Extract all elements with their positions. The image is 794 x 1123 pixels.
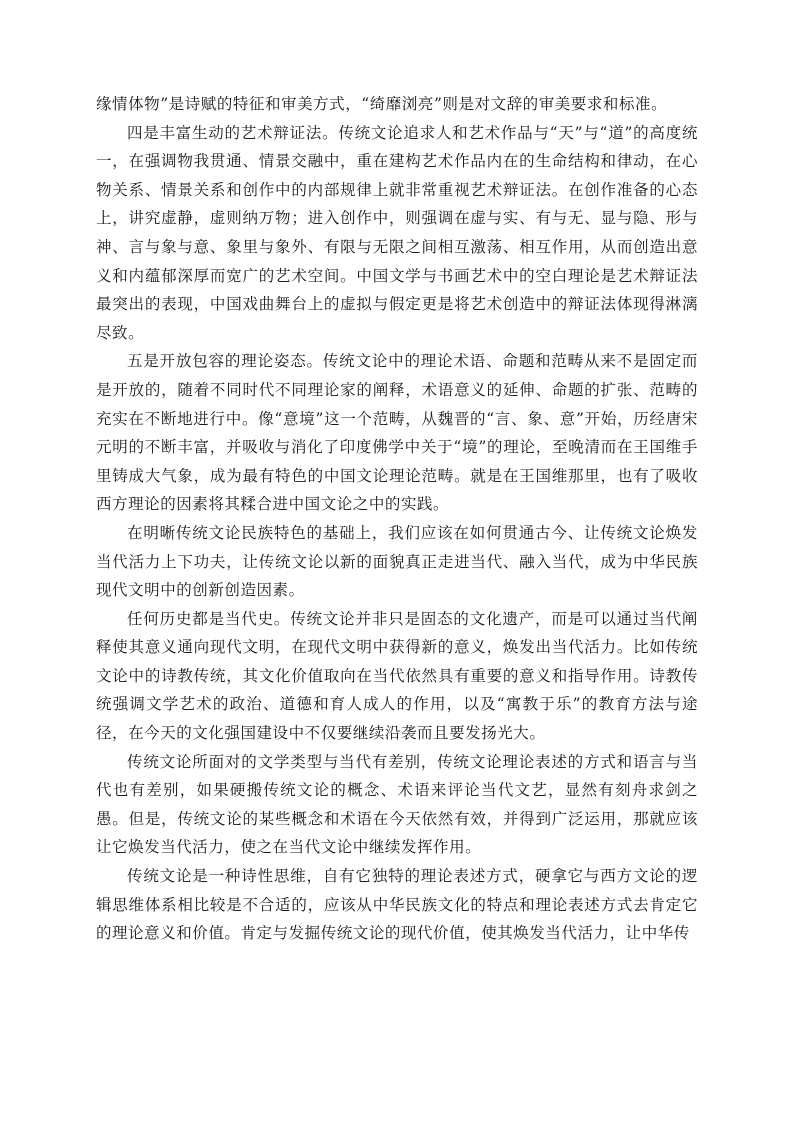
- paragraph-modern-vitality: 在明晰传统文论民族特色的基础上，我们应该在如何贯通古今、让传统文论焕发当代活力上下功夫，让传统文论以新的面貌真正走进当代、融入当代，成为中华民族现代文明中的创新创造因素。: [96, 523, 698, 600]
- paragraph-differences: 传统文论所面对的文学类型与当代有差别，传统文论理论表述的方式和语言与当代也有差别，如果硬搬传统文论的概念、术语来评论当代文艺，显然有刻舟求剑之愚。但是，传统文论的某些概念和术语在今天依然有效，并得到广泛运用，那就应该让它焕发当代活力，使之在当代文论中继续发挥作用。: [96, 752, 698, 857]
- paragraph-contemporary-history: 任何历史都是当代史。传统文论并非只是固态的文化遗产，而是可以通过当代阐释使其意义通向现代文明，在现代文明中获得新的意义，焕发出当代活力。比如传统文论中的诗教传统，其文化价值取向在当代依然具有重要的意义和指导作用。诗教传统强调文学艺术的政治、道德和育人成人的作用，以及“寓教于乐”的教育方法与途径，在今天的文化强国建设中不仅要继续沿袭而且要发扬光大。: [96, 609, 698, 743]
- document-body: [96, 90, 698, 948]
- paragraph-continuation: 缘情体物”是诗赋的特征和审美方式，“绮靡浏亮”则是对文辞的审美要求和标准。: [96, 95, 668, 113]
- paragraph-artistic-dialectics: 四是丰富生动的艺术辩证法。传统文论追求人和艺术作品与“天”与“道”的高度统一，在强调物我贯通、情景交融中，重在建构艺术作品内在的生命结构和律动，在心物关系、情景关系和创作中的内部规律上就非常重视艺术辩证法。在创作准备的心态上，讲究虚静，虚则纳万物；进入创作中，则强调在虚与实、有与无、显与隐、形与神、言与象与意、象里与象外、有限与无限之间相互激荡、相互作用，从而创造出意义和内蕴郁深厚而宽广的艺术空间。中国文学与书画艺术中的空白理论是艺术辩证法最突出的表现，中国戏曲舞台上的虚拟与假定更是将艺术创造中的辩证法体现得淋漓尽致。: [96, 123, 698, 342]
- paragraph-open-inclusive: 五是开放包容的理论姿态。传统文论中的理论术语、命题和范畴从来不是固定而是开放的，随着不同时代不同理论家的阐释，术语意义的延伸、命题的扩张、范畴的充实在不断地进行中。像“意境”这一个范畴，从魏晋的“言、象、意”开始，历经唐宋元明的不断丰富，并吸收与消化了印度佛学中关于“境”的理论，至晚清而在王国维手里铸成大气象，成为最有特色的中国文论理论范畴。就是在王国维那里，也有了吸收西方理论的因素将其糅合进中国文论之中的实践。: [96, 352, 698, 514]
- paragraph-poetic-thinking: 传统文论是一种诗性思维，自有它独特的理论表述方式，硬拿它与西方文论的逻辑思维体系相比较是不合适的，应该从中华民族文化的特点和理论表述方式去肯定它的理论意义和价值。肯定与发掘传统文论的现代价值，使其焕发当代活力，让中华传: [96, 867, 698, 943]
